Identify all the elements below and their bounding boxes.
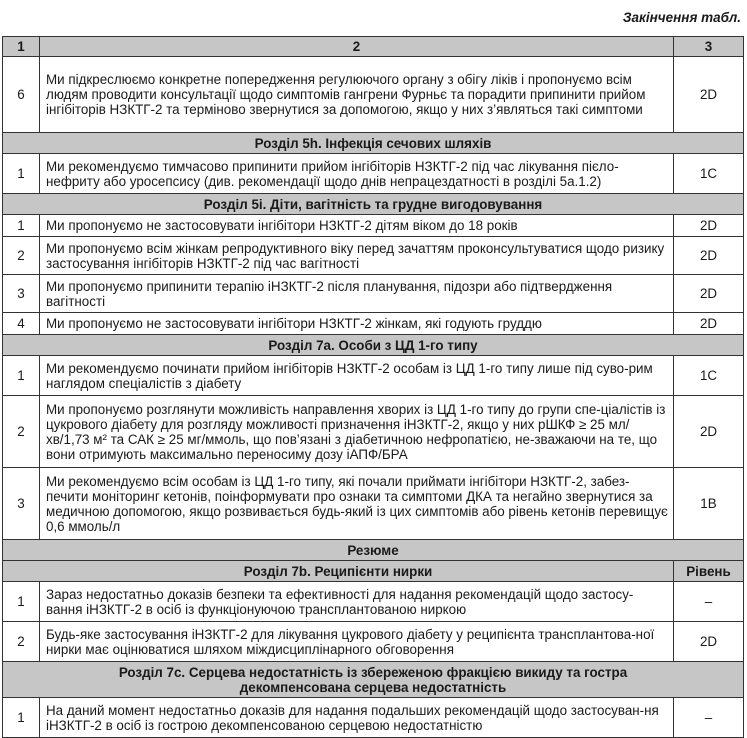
recommendation-text: Ми пропонуємо всім жінкам репродуктивного віку перед зачаттям проконсультуватися щодо ризику застосування інгібіторів НЗКТГ-2 під час вагітності <box>40 237 674 275</box>
row-number: 1 <box>3 154 40 194</box>
recommendation-text: Ми пропонуємо припинити терапію іНЗКТГ-2 після планування, підозри або підтвердження вагітності <box>40 275 674 313</box>
table-row <box>3 468 744 540</box>
column-header-row <box>3 37 744 57</box>
recommendation-text: Зараз недостатньо доказів безпеки та ефективності для надання рекомендацій щодо застосу-вання іНЗКТГ-2 в осіб із функціонуючою трансплантованою ниркою <box>40 582 674 622</box>
row-number: 2 <box>3 396 40 468</box>
section-title: Розділ 7b. Реципієнти нирки <box>3 561 674 582</box>
row-number: 6 <box>3 57 40 133</box>
table-row <box>3 237 744 275</box>
column-header-3: 3 <box>674 37 744 57</box>
evidence-level: 1B <box>674 468 744 540</box>
row-number: 3 <box>3 275 40 313</box>
level-column-header: Рівень <box>674 561 744 582</box>
row-number: 1 <box>3 356 40 396</box>
evidence-level: 2D <box>674 57 744 133</box>
table-row <box>3 582 744 622</box>
row-number: 2 <box>3 622 40 662</box>
table-row <box>3 698 744 738</box>
evidence-level: – <box>674 582 744 622</box>
recommendations-table <box>2 36 744 738</box>
row-number: 2 <box>3 237 40 275</box>
table-row <box>3 57 744 133</box>
table-body <box>3 37 744 738</box>
evidence-level: 2D <box>674 237 744 275</box>
section-header-row <box>3 540 744 561</box>
table-row <box>3 622 744 662</box>
section-title: Розділ 5h. Інфекція сечових шляхів <box>3 133 744 154</box>
table-caption: Закінчення табл. <box>622 10 741 25</box>
recommendation-text: Ми підкреслюємо конкретне попередження регулюючого органу з обігу ліків і пропонуємо всім людям проводити консультації щодо симптомів гангрени Фурньє та порадити припинити прийом інгібіторів НЗКТГ-2 та терміново звернутися за допомогою, якщо у них з’являться такі симптоми <box>40 57 674 133</box>
evidence-level: 1C <box>674 356 744 396</box>
row-number: 1 <box>3 215 40 237</box>
recommendation-text: Ми рекомендуємо починати прийом інгібіторів НЗКТГ-2 особам із ЦД 1-го типу лише під суво-рим наглядом спеціалістів з діабету <box>40 356 674 396</box>
table-row <box>3 313 744 335</box>
evidence-level: 2D <box>674 275 744 313</box>
evidence-level: – <box>674 698 744 738</box>
section-header-row <box>3 561 744 582</box>
table-row <box>3 215 744 237</box>
section-header-row <box>3 662 744 698</box>
evidence-level: 2D <box>674 396 744 468</box>
table-row <box>3 275 744 313</box>
column-header-1: 1 <box>3 37 40 57</box>
section-header-row <box>3 194 744 215</box>
section-title: Розділ 7с. Серцева недостатність із збереженою фракцією викиду та гостра декомпенсована серцева недостатність <box>3 662 744 698</box>
recommendation-text: Ми пропонуємо не застосовувати інгібітори НЗКТГ-2 дітям віком до 18 років <box>40 215 674 237</box>
section-title: Резюме <box>3 540 744 561</box>
column-header-2: 2 <box>40 37 674 57</box>
row-number: 4 <box>3 313 40 335</box>
section-title: Розділ 7а. Особи з ЦД 1-го типу <box>3 335 744 356</box>
evidence-level: 1C <box>674 154 744 194</box>
recommendation-text: На даний момент недостатньо доказів для надання подальших рекомендацій щодо застосуван-ня іНЗКТГ-2 в осіб із гострою декомпенсованою серцевою недостатністю <box>40 698 674 738</box>
evidence-level: 2D <box>674 215 744 237</box>
row-number: 3 <box>3 468 40 540</box>
section-header-row <box>3 335 744 356</box>
table-row <box>3 154 744 194</box>
table-row <box>3 356 744 396</box>
section-title: Розділ 5і. Діти, вагітність та грудне вигодовування <box>3 194 744 215</box>
evidence-level: 2D <box>674 622 744 662</box>
row-number: 1 <box>3 582 40 622</box>
section-header-row <box>3 133 744 154</box>
recommendation-text: Ми пропонуємо розглянути можливість направлення хворих із ЦД 1-го типу до групи спе-ціалістів із цукрового діабету для розгляду можливості призначення іНЗКТГ-2, якщо у них рШКФ ≥ 25 мл/хв/1,73 м² та САК ≥ 25 мг/ммоль, що пов’язані з діабетичною нефропатією, не-зважаючи на те, що вони отримують максимально переносиму дозу іАПФ/БРА <box>40 396 674 468</box>
recommendation-text: Ми пропонуємо не застосовувати інгібітори НЗКТГ-2 жінкам, які годують груддю <box>40 313 674 335</box>
row-number: 1 <box>3 698 40 738</box>
table-row <box>3 396 744 468</box>
evidence-level: 2D <box>674 313 744 335</box>
recommendation-text: Ми рекомендуємо тимчасово припинити прийом інгібіторів НЗКТГ-2 під час лікування пієло-нефриту або уросепсису (див. рекомендації щодо днів непрацездатності в розділі 5а.1.2) <box>40 154 674 194</box>
recommendation-text: Будь-яке застосування іНЗКТГ-2 для лікування цукрового діабету у реципієнта трансплантова-ної нирки має оцінюватися шляхом міждисциплінарного обговорення <box>40 622 674 662</box>
recommendation-text: Ми рекомендуємо всім особам із ЦД 1-го типу, які почали приймати інгібітори НЗКТГ-2, забез-печити моніторинг кетонів, поінформувати про ознаки та симптоми ДКА та негайно звернутися за медичною допомогою, якщо розвивається будь-який із цих симптомів або рівень кетонів перевищує 0,6 ммоль/л <box>40 468 674 540</box>
